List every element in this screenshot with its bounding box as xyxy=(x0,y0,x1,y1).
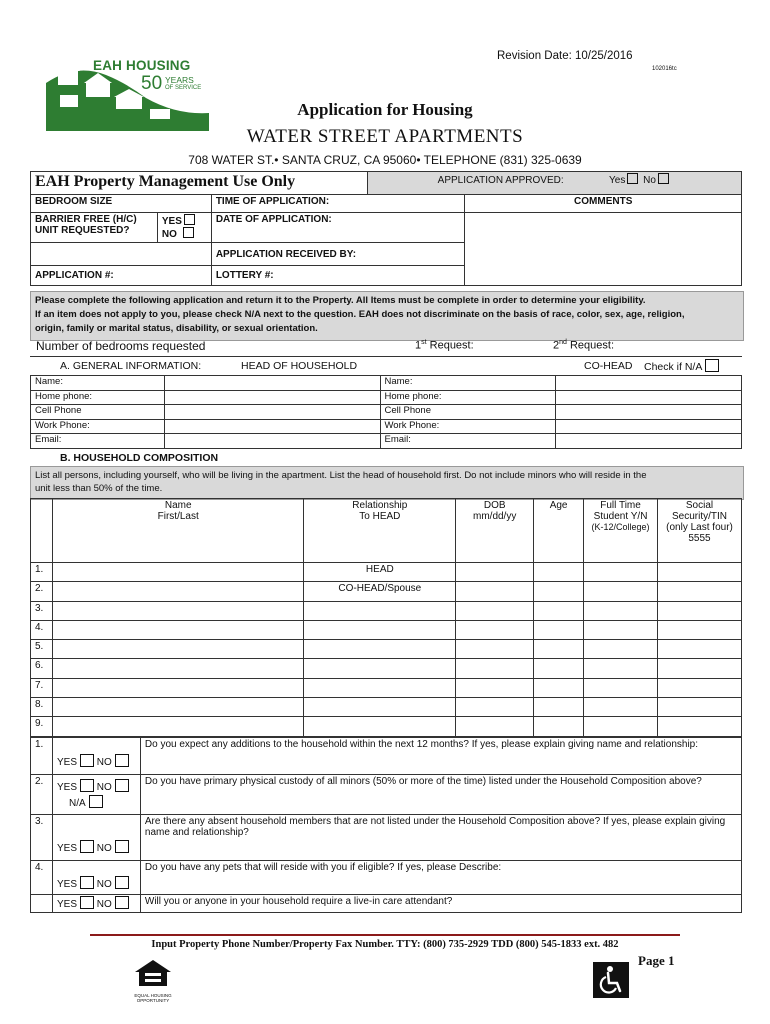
relationship-cell[interactable] xyxy=(304,659,456,678)
logo-brand: EAH HOUSING xyxy=(93,58,191,73)
relationship-cell[interactable] xyxy=(304,678,456,697)
co-head-label: CO-HEAD xyxy=(584,360,633,372)
received-by-cell[interactable] xyxy=(211,243,465,266)
cohead-field-input[interactable] xyxy=(556,390,742,405)
hoh-field-label: Name: xyxy=(31,376,165,391)
row-number: 5. xyxy=(31,640,53,659)
col-relationship: Relationship xyxy=(352,500,408,511)
table-row xyxy=(31,563,742,582)
col-social: Social xyxy=(685,500,714,511)
row-number: 3. xyxy=(31,601,53,620)
name-cell[interactable] xyxy=(52,601,303,620)
q4-no-label: NO xyxy=(96,879,112,890)
q5-text[interactable]: Will you or anyone in your household require a live-in care attendant? xyxy=(140,895,741,913)
hoh-field-input[interactable] xyxy=(164,419,380,434)
relationship-cell[interactable] xyxy=(304,620,456,639)
row-number: 2. xyxy=(31,582,53,601)
table-row xyxy=(31,698,742,717)
relationship-cell[interactable] xyxy=(304,640,456,659)
dob-cell[interactable] xyxy=(456,640,534,659)
section-a-title: A. GENERAL INFORMATION: xyxy=(60,360,202,372)
bedroom-size-label: BEDROOM SIZE xyxy=(35,196,113,207)
time-of-application-label: TIME OF APPLICATION: xyxy=(215,196,330,207)
q2-number: 2. xyxy=(31,775,53,815)
eho-line-1: EQUAL HOUSING xyxy=(134,993,172,998)
hoh-field-input[interactable] xyxy=(164,405,380,420)
name-cell[interactable] xyxy=(52,640,303,659)
first-request-sup: st xyxy=(421,339,427,346)
q1-number: 1. xyxy=(31,738,53,775)
row-number: 9. xyxy=(31,717,53,736)
dob-cell[interactable] xyxy=(456,678,534,697)
row-number: 4. xyxy=(31,620,53,639)
student-cell[interactable] xyxy=(584,563,658,582)
section-a-header xyxy=(30,358,742,374)
accessibility-logo xyxy=(593,962,629,998)
table-row xyxy=(31,601,742,620)
age-cell[interactable] xyxy=(534,640,584,659)
instructions-line-3: origin, family or marital status, disability, or sexual orientation. xyxy=(35,323,318,334)
student-cell[interactable] xyxy=(584,582,658,601)
ssn-cell[interactable] xyxy=(658,620,742,639)
col-ssn-example: 5555 xyxy=(688,533,711,544)
q4-no-checkbox[interactable] xyxy=(115,876,129,889)
col-age: Age xyxy=(549,500,568,511)
logo-years-word: YEARS xyxy=(165,75,194,85)
q3-no-label: NO xyxy=(96,843,112,854)
relationship-cell[interactable]: CO-HEAD/Spouse xyxy=(304,582,456,601)
relationship-cell[interactable] xyxy=(304,698,456,717)
eho-line-2: OPPORTUNITY xyxy=(136,998,170,1003)
age-cell[interactable] xyxy=(534,698,584,717)
barrier-free-label: BARRIER FREE (H/C) xyxy=(35,214,137,225)
first-request-num: 1 xyxy=(415,339,422,352)
q1-yes-label: YES xyxy=(56,757,77,768)
q2-na-checkbox[interactable] xyxy=(89,795,103,808)
q2-no-checkbox[interactable] xyxy=(115,779,129,792)
age-cell[interactable] xyxy=(534,717,584,736)
approved-no-checkbox[interactable] xyxy=(658,173,669,184)
student-cell[interactable] xyxy=(584,678,658,697)
col-name: Name xyxy=(164,500,192,511)
second-request-sup: nd xyxy=(559,339,567,346)
dob-cell[interactable] xyxy=(456,659,534,678)
age-cell[interactable] xyxy=(534,601,584,620)
co-head-na xyxy=(644,359,719,373)
cohead-field-label: Home phone: xyxy=(380,390,556,405)
q2-no-label: NO xyxy=(96,782,112,793)
q5-no-checkbox[interactable] xyxy=(115,896,129,909)
table-row xyxy=(31,659,742,678)
hoh-field-label: Email: xyxy=(31,434,165,449)
student-cell[interactable] xyxy=(584,698,658,717)
approved-yes-checkbox[interactable] xyxy=(627,173,638,184)
approved-no-label: No xyxy=(643,175,656,186)
section-b-title: B. HOUSEHOLD COMPOSITION xyxy=(60,452,219,464)
q3-text[interactable]: Are there any absent household members that are not listed under the Household Composition above? If yes, please explain giving name and relationship? xyxy=(140,815,741,861)
hoh-field-label: Cell Phone xyxy=(31,405,165,420)
q2-text[interactable]: Do you have primary physical custody of all minors (50% or more of the time) listed under the Household Composition above? xyxy=(140,775,741,815)
hoh-field-input[interactable] xyxy=(164,376,380,391)
equal-housing-logo xyxy=(133,958,173,1003)
relationship-cell[interactable] xyxy=(304,601,456,620)
first-request-label: Request: xyxy=(426,339,474,352)
second-request-num: 2 xyxy=(553,339,560,352)
q1-no-checkbox[interactable] xyxy=(115,754,129,767)
q4-yes-checkbox[interactable] xyxy=(80,876,94,889)
general-info-row xyxy=(31,434,742,449)
name-cell[interactable] xyxy=(52,717,303,736)
cohead-field-input[interactable] xyxy=(556,434,742,449)
second-request-label: Request: xyxy=(566,339,615,352)
q5-yes-label: YES xyxy=(56,899,77,910)
q3-number: 3. xyxy=(31,815,53,861)
col-dob-format: mm/dd/yy xyxy=(473,511,517,522)
name-cell[interactable] xyxy=(52,620,303,639)
barrier-yes-checkbox[interactable] xyxy=(184,214,195,225)
row-number: 8. xyxy=(31,698,53,717)
student-cell[interactable] xyxy=(584,640,658,659)
household-table xyxy=(30,498,742,737)
ssn-cell[interactable] xyxy=(658,582,742,601)
property-address: 708 WATER ST.• SANTA CRUZ, CA 95060• TELEPHONE (831) 325-0639 xyxy=(188,153,582,167)
q5-yes-checkbox[interactable] xyxy=(80,896,94,909)
approved-label: APPLICATION APPROVED: xyxy=(437,175,564,186)
age-cell[interactable] xyxy=(534,563,584,582)
cohead-field-input[interactable] xyxy=(556,419,742,434)
bedroom-size-cell[interactable] xyxy=(31,195,212,213)
cohead-field-input[interactable] xyxy=(556,405,742,420)
dob-cell[interactable] xyxy=(456,698,534,717)
col-full-time: Full Time xyxy=(600,500,641,511)
general-info-row xyxy=(31,390,742,405)
page-number: Page 1 xyxy=(638,953,675,968)
hoh-field-label: Work Phone: xyxy=(31,419,165,434)
hoh-field-label: Home phone: xyxy=(31,390,165,405)
q3-yes-checkbox[interactable] xyxy=(80,840,94,853)
footer-divider xyxy=(90,934,680,936)
logo-years-number: 50 xyxy=(141,73,163,94)
barrier-no-label: NO xyxy=(161,229,177,240)
form-title: Application for Housing xyxy=(297,100,473,119)
relationship-cell[interactable] xyxy=(304,717,456,736)
q2-yes-checkbox[interactable] xyxy=(80,779,94,792)
general-info-row xyxy=(31,419,742,434)
student-cell[interactable] xyxy=(584,601,658,620)
q2-na-label: N/A xyxy=(68,798,86,809)
household-intro-line-2: unit less than 50% of the time. xyxy=(35,483,163,494)
received-by-label: APPLICATION RECEIVED BY: xyxy=(215,248,357,260)
row-number: 6. xyxy=(31,659,53,678)
cohead-field-label: Work Phone: xyxy=(380,419,556,434)
age-cell[interactable] xyxy=(534,620,584,639)
q1-yes-checkbox[interactable] xyxy=(80,754,94,767)
approved-yes-label: Yes xyxy=(609,175,626,186)
check-na-label: Check if N/A xyxy=(644,361,703,373)
col-first-last: First/Last xyxy=(157,511,199,522)
ssn-cell[interactable] xyxy=(658,717,742,736)
table-row xyxy=(31,678,742,697)
col-security-tin: Security/TIN xyxy=(672,511,728,522)
table-row xyxy=(31,640,742,659)
office-use-title: EAH Property Management Use Only xyxy=(35,173,296,190)
application-number-label: APPLICATION #: xyxy=(35,270,114,281)
head-of-household-label: HEAD OF HOUSEHOLD xyxy=(241,360,358,372)
dob-cell[interactable] xyxy=(456,717,534,736)
student-cell[interactable] xyxy=(584,659,658,678)
questions-table xyxy=(30,737,742,913)
col-student-type: (K-12/College) xyxy=(591,522,650,532)
footer-phones: Input Property Phone Number/Property Fax Number. TTY: (800) 735-2929 TDD (800) 545-1833 ext. 482 xyxy=(151,939,619,950)
name-cell[interactable] xyxy=(52,678,303,697)
dob-cell[interactable] xyxy=(456,582,534,601)
application-number-cell[interactable] xyxy=(31,266,212,286)
bedrooms-label: Number of bedrooms requested xyxy=(36,339,206,353)
row-number: 1. xyxy=(31,563,53,582)
cohead-field-label: Name: xyxy=(380,376,556,391)
instructions-line-1: Please complete the following application and return it to the Property. All Items must be complete in order to determine your eligibility. xyxy=(35,295,646,306)
q1-text[interactable]: Do you expect any additions to the household within the next 12 months? If yes, please explain giving name and relationship: xyxy=(140,738,741,775)
general-info-table xyxy=(30,375,742,449)
col-to-head: To HEAD xyxy=(359,511,401,522)
household-intro xyxy=(30,466,744,500)
name-cell[interactable] xyxy=(52,659,303,678)
first-request[interactable] xyxy=(415,339,474,352)
revision-date: Revision Date: 10/25/2016 xyxy=(497,50,633,62)
name-cell[interactable] xyxy=(52,582,303,601)
name-cell[interactable] xyxy=(52,698,303,717)
co-head-na-checkbox[interactable] xyxy=(705,359,719,372)
dob-cell[interactable] xyxy=(456,563,534,582)
bedrooms-row xyxy=(30,338,742,357)
q3-no-checkbox[interactable] xyxy=(115,840,129,853)
col-student: Student Y/N xyxy=(593,511,648,522)
age-cell[interactable] xyxy=(534,582,584,601)
wheelchair-icon xyxy=(593,962,629,998)
comments-label: COMMENTS xyxy=(574,196,633,207)
general-info-row xyxy=(31,376,742,391)
form-code: 102016tc xyxy=(652,66,677,72)
ssn-cell[interactable] xyxy=(658,698,742,717)
dob-cell[interactable] xyxy=(456,601,534,620)
time-of-application-cell[interactable] xyxy=(211,195,465,213)
table-row xyxy=(31,620,742,639)
col-last-four: (only Last four) xyxy=(666,522,733,533)
hoh-field-input[interactable] xyxy=(164,434,380,449)
ssn-cell[interactable] xyxy=(658,563,742,582)
table-row xyxy=(31,582,742,601)
comments-field[interactable] xyxy=(465,213,742,286)
ssn-cell[interactable] xyxy=(658,601,742,620)
property-name: WATER STREET APARTMENTS xyxy=(246,126,524,147)
general-info-row xyxy=(31,405,742,420)
q3-yes-label: YES xyxy=(56,843,77,854)
ssn-cell[interactable] xyxy=(658,659,742,678)
date-of-application-cell[interactable] xyxy=(211,213,465,243)
hoh-field-input[interactable] xyxy=(164,390,380,405)
dob-cell[interactable] xyxy=(456,620,534,639)
equal-housing-icon xyxy=(133,958,173,988)
lottery-number-label: LOTTERY #: xyxy=(215,270,274,281)
relationship-cell[interactable]: HEAD xyxy=(304,563,456,582)
ssn-cell[interactable] xyxy=(658,640,742,659)
student-cell[interactable] xyxy=(584,620,658,639)
age-cell[interactable] xyxy=(534,659,584,678)
cohead-field-label: Email: xyxy=(380,434,556,449)
instructions-line-2: If an item does not apply to you, please check N/A next to the question. EAH does not discriminate on the basis of race, color, sex, age, religion, xyxy=(35,309,685,320)
lottery-number-cell[interactable] xyxy=(211,266,465,286)
instructions xyxy=(30,291,744,341)
q5-no-label: NO xyxy=(96,899,112,910)
table-row xyxy=(31,717,742,736)
student-cell[interactable] xyxy=(584,717,658,736)
q2-yes-label: YES xyxy=(56,782,77,793)
barrier-yes-label: YES xyxy=(161,216,182,227)
cohead-field-label: Cell Phone xyxy=(380,405,556,420)
q4-number: 4. xyxy=(31,861,53,895)
ssn-cell[interactable] xyxy=(658,678,742,697)
q4-yes-label: YES xyxy=(56,879,77,890)
second-request[interactable] xyxy=(553,339,614,352)
q4-text[interactable]: Do you have any pets that will reside with you if eligible? If yes, please Describe: xyxy=(140,861,741,895)
col-dob: DOB xyxy=(483,500,506,511)
date-of-application-label: DATE OF APPLICATION: xyxy=(215,214,332,225)
office-use-table xyxy=(30,171,742,286)
age-cell[interactable] xyxy=(534,678,584,697)
logo-years-tag: OF SERVICE xyxy=(165,85,202,91)
barrier-no-checkbox[interactable] xyxy=(183,227,194,238)
unit-requested-label: UNIT REQUESTED? xyxy=(35,225,130,236)
name-cell[interactable] xyxy=(52,563,303,582)
cohead-field-input[interactable] xyxy=(556,376,742,391)
row-number: 7. xyxy=(31,678,53,697)
household-intro-line-1: List all persons, including yourself, who will be living in the apartment. List the head of household first. Do not include minors who will reside in the xyxy=(35,470,647,481)
q1-no-label: NO xyxy=(96,757,112,768)
